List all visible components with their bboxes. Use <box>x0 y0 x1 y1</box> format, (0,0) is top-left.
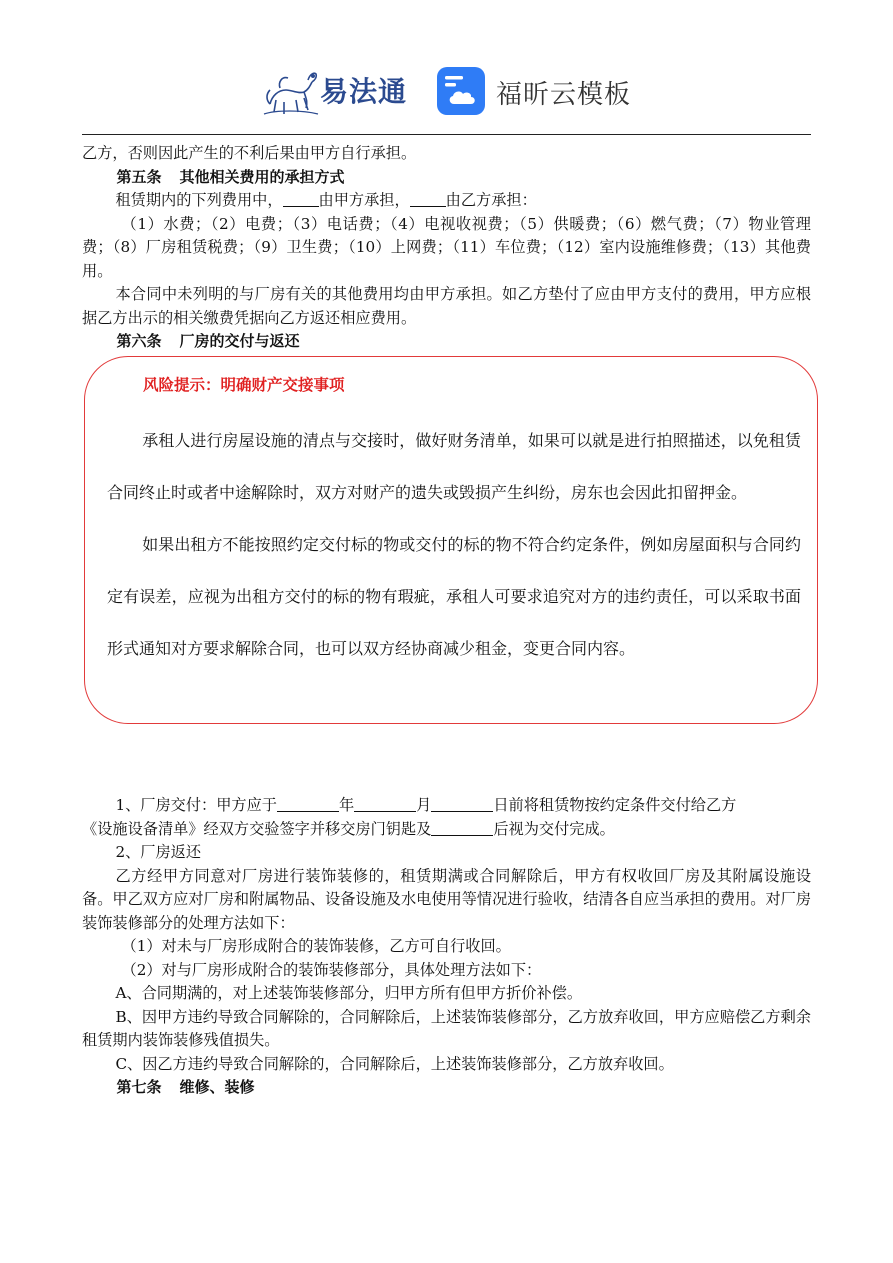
delivery-line <box>82 794 811 818</box>
fuxin-logo-text: 福昕云模板 <box>496 80 632 110</box>
yifatong-logo-text: 易法通 <box>320 75 408 108</box>
page-header <box>0 58 893 122</box>
article-5-items: （1）水费；（2）电费；（3）电话费；（4）电视收视费；（5）供暖费；（6）燃气费；（7）物业管理费；（8）厂房租赁税费；（9）卫生费；（10）上网费；（11）车位费；（12）室内设施维修费；（13）其他费用。 <box>82 214 811 280</box>
delivery-text-f: 后视为交付完成。 <box>493 819 615 838</box>
continued-line: 乙方，否则因此产生的不利后果由甲方自行承担。 <box>82 144 417 162</box>
blank-field <box>431 819 493 835</box>
risk-warning-box <box>84 356 818 724</box>
article-6-heading <box>82 330 811 354</box>
fees-text-a: 租赁期内的下列费用中， <box>115 191 283 209</box>
blank-field <box>431 796 493 812</box>
delivery-text-c: 月 <box>416 796 432 814</box>
fuxin-logo <box>436 66 636 116</box>
return-item-2: （2）对与厂房形成附合的装饰装修部分，具体处理方法如下： <box>121 960 542 979</box>
article-5-heading <box>82 166 811 190</box>
article-5-para: 本合同中未列明的与厂房有关的其他费用均由甲方承担。如乙方垫付了应由甲方支付的费用，甲方应根据乙方出示的相关缴费凭据向乙方返还相应费用。 <box>82 285 811 327</box>
delivery-text-b: 年 <box>338 796 355 814</box>
yifatong-logo <box>262 60 414 118</box>
return-title: 2、厂房返还 <box>115 843 202 861</box>
return-item-1: （1）对未与厂房形成附合的装饰装修，乙方可自行收回。 <box>121 937 511 955</box>
fuxin-cloud-icon <box>436 66 486 116</box>
return-item-b: B、因甲方违约导致合同解除的，合同解除后，上述装饰装修部分，乙方放弃收回，甲方应赔偿乙方剩余租赁期内装饰装修残值损失。 <box>82 1007 811 1049</box>
article-6-num: 第六条 <box>116 332 162 350</box>
return-item-a: A、合同期满的，对上述装饰装修部分，归甲方所有但甲方折价补偿。 <box>115 984 583 1002</box>
article-5-fees-line <box>82 189 811 213</box>
delivery-text-a: 1、厂房交付：甲方应于 <box>115 796 277 814</box>
qilin-icon <box>262 60 320 118</box>
blank-field <box>277 796 339 812</box>
document-lower <box>82 794 811 1100</box>
risk-warning-title: 风险提示：明确财产交接事项 <box>143 376 345 394</box>
document-upper <box>82 142 811 354</box>
article-7-num: 第七条 <box>116 1078 162 1096</box>
blank-field <box>283 191 319 207</box>
delivery-text-e: 《设施设备清单》经双方交验签字并移交房门钥匙及 <box>82 819 432 838</box>
delivery-line-2 <box>82 818 811 842</box>
article-5-title: 其他相关费用的承担方式 <box>179 167 345 186</box>
return-para: 乙方经甲方同意对厂房进行装饰装修的，租赁期满或合同解除后，甲方有权收回厂房及其附属设施设备。甲乙双方应对厂房和附属物品、设备设施及水电使用等情况进行验收，结清各自应当承担的费用。对厂房装饰装修部分的处理方法如下： <box>82 866 811 932</box>
article-7-title: 维修、装修 <box>179 1078 255 1096</box>
header-divider <box>82 134 811 135</box>
fees-text-b: 由甲方承担， <box>318 191 410 209</box>
return-item-c: C、因乙方违约导致合同解除的，合同解除后，上述装饰装修部分，乙方放弃收回。 <box>115 1054 674 1073</box>
risk-para-1: 承租人进行房屋设施的清点与交接时，做好财务清单，如果可以就是进行拍照描述，以免租赁合同终止时或者中途解除时，双方对财产的遗失或毁损产生纠纷，房东也会因此扣留押金。 <box>107 431 801 502</box>
article-6-title: 厂房的交付与返还 <box>179 332 300 350</box>
article-7-heading <box>82 1076 811 1100</box>
blank-field <box>354 796 416 812</box>
delivery-text-d: 日前将租赁物按约定条件交付给乙方 <box>493 796 737 814</box>
risk-para-2: 如果出租方不能按照约定交付标的物或交付的标的物不符合约定条件，例如房屋面积与合同约定有误差，应视为出租方交付的标的物有瑕疵，承租人可要求追究对方的违约责任，可以采取书面形式通知对方要求解除合同，也可以双方经协商减少租金，变更合同内容。 <box>107 535 801 658</box>
article-5-num: 第五条 <box>116 167 162 186</box>
risk-warning-body <box>107 415 801 675</box>
blank-field <box>410 191 446 207</box>
fees-text-c: 由乙方承担： <box>445 191 537 209</box>
